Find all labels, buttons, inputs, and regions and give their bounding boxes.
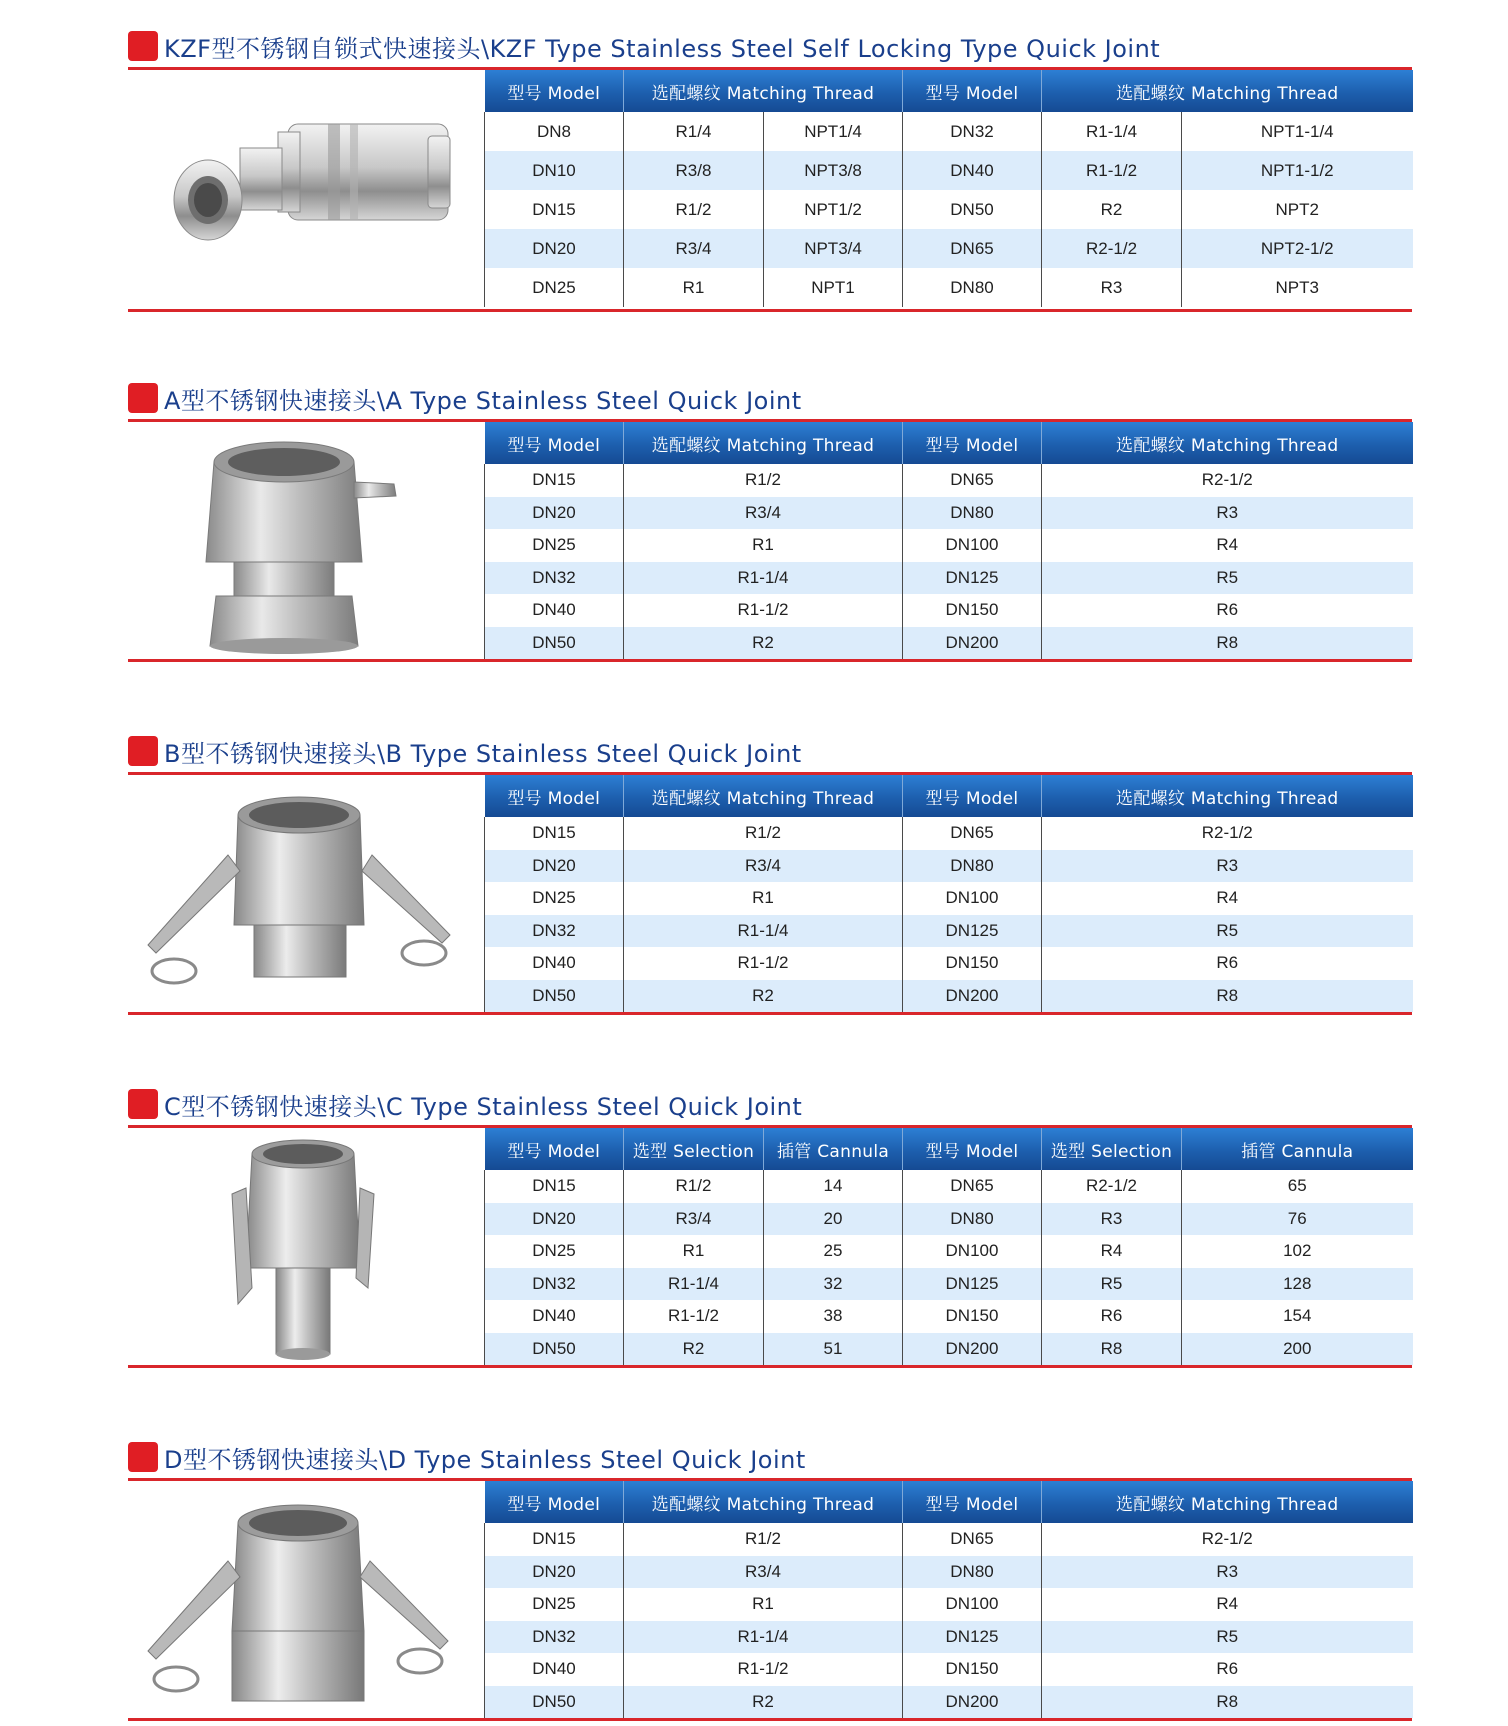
column-header: 型号 Model bbox=[485, 70, 624, 112]
table-cell: DN150 bbox=[903, 947, 1042, 980]
spec-table-d-type bbox=[484, 1481, 1413, 1718]
section-marker-icon bbox=[128, 31, 158, 61]
table-cell: DN15 bbox=[485, 1170, 624, 1203]
column-header: 型号 Model bbox=[903, 775, 1042, 817]
table-cell: DN100 bbox=[903, 882, 1042, 915]
section-title: KZF型不锈钢自锁式快速接头\KZF Type Stainless Steel Self Locking Type Quick Joint bbox=[164, 34, 1161, 63]
table-cell: DN32 bbox=[485, 915, 624, 948]
table-cell: R1-1/4 bbox=[624, 1268, 764, 1301]
table-cell: R1 bbox=[624, 882, 903, 915]
table-cell: R3/4 bbox=[624, 229, 764, 268]
table-row bbox=[485, 627, 1413, 660]
table-cell: R5 bbox=[1042, 1268, 1182, 1301]
table-row bbox=[485, 268, 1413, 307]
table-cell: R1/2 bbox=[624, 190, 764, 229]
table-cell: 128 bbox=[1182, 1268, 1413, 1301]
table-cell: DN32 bbox=[485, 1621, 624, 1654]
table-cell: R2-1/2 bbox=[1042, 1523, 1413, 1556]
table-cell: R1-1/2 bbox=[624, 947, 903, 980]
table-cell: 76 bbox=[1182, 1203, 1413, 1236]
section-title: A型不锈钢快速接头\A Type Stainless Steel Quick Joint bbox=[164, 386, 802, 415]
table-cell: R8 bbox=[1042, 980, 1413, 1013]
table-cell: R2-1/2 bbox=[1042, 229, 1182, 268]
table-cell: R2-1/2 bbox=[1042, 464, 1413, 497]
table-cell: DN50 bbox=[485, 627, 624, 660]
table-cell: R2 bbox=[1042, 190, 1182, 229]
table-cell: 32 bbox=[764, 1268, 903, 1301]
table-cell: R1-1/4 bbox=[624, 562, 903, 595]
table-cell: R6 bbox=[1042, 594, 1413, 627]
table-cell: 154 bbox=[1182, 1300, 1413, 1333]
table-cell: R3/4 bbox=[624, 1556, 903, 1589]
table-cell: DN25 bbox=[485, 1235, 624, 1268]
table-cell: R6 bbox=[1042, 1300, 1182, 1333]
column-header: 选配螺纹 Matching Thread bbox=[1042, 70, 1413, 112]
table-cell: R8 bbox=[1042, 627, 1413, 660]
table-cell: R6 bbox=[1042, 1653, 1413, 1686]
column-header: 型号 Model bbox=[903, 1128, 1042, 1170]
product-photo-a-type bbox=[128, 422, 484, 658]
table-cell: DN125 bbox=[903, 562, 1042, 595]
column-header: 型号 Model bbox=[903, 422, 1042, 464]
table-cell: R5 bbox=[1042, 562, 1413, 595]
section-title: C型不锈钢快速接头\C Type Stainless Steel Quick Joint bbox=[164, 1092, 803, 1121]
table-cell: DN40 bbox=[903, 151, 1042, 190]
table-row bbox=[485, 529, 1413, 562]
spec-table-a-type bbox=[484, 422, 1413, 659]
c-type-coupler-icon bbox=[128, 1128, 484, 1364]
section-title-row bbox=[128, 1082, 1412, 1126]
product-photo-c-type bbox=[128, 1128, 484, 1364]
table-cell: DN80 bbox=[903, 850, 1042, 883]
column-header: 型号 Model bbox=[903, 70, 1042, 112]
table-cell: DN80 bbox=[903, 268, 1042, 307]
table-header-row bbox=[485, 1128, 1413, 1170]
table-cell: NPT1-1/2 bbox=[1182, 151, 1413, 190]
table-cell: R6 bbox=[1042, 947, 1413, 980]
table-cell: DN65 bbox=[903, 464, 1042, 497]
table-cell: R1 bbox=[624, 1588, 903, 1621]
table-cell: DN15 bbox=[485, 1523, 624, 1556]
table-cell: R2-1/2 bbox=[1042, 817, 1413, 850]
column-header: 选型 Selection bbox=[1042, 1128, 1182, 1170]
table-row bbox=[485, 1523, 1413, 1556]
table-cell: DN25 bbox=[485, 1588, 624, 1621]
table-cell: DN65 bbox=[903, 229, 1042, 268]
column-header: 型号 Model bbox=[485, 1481, 624, 1523]
table-cell: DN50 bbox=[903, 190, 1042, 229]
bottom-divider bbox=[128, 659, 1412, 662]
table-cell: DN65 bbox=[903, 1170, 1042, 1203]
table-cell: R2-1/2 bbox=[1042, 1170, 1182, 1203]
table-cell: 14 bbox=[764, 1170, 903, 1203]
table-cell: R1 bbox=[624, 529, 903, 562]
table-cell: NPT1-1/4 bbox=[1182, 112, 1413, 151]
column-header: 选配螺纹 Matching Thread bbox=[1042, 422, 1413, 464]
table-cell: DN100 bbox=[903, 1235, 1042, 1268]
section-title-row bbox=[128, 376, 1412, 420]
table-cell: DN80 bbox=[903, 497, 1042, 530]
table-row bbox=[485, 1333, 1413, 1366]
table-cell: DN50 bbox=[485, 1333, 624, 1366]
table-cell: DN40 bbox=[485, 594, 624, 627]
table-cell: DN15 bbox=[485, 817, 624, 850]
table-cell: NPT3/8 bbox=[764, 151, 903, 190]
table-cell: DN150 bbox=[903, 1300, 1042, 1333]
table-cell: DN40 bbox=[485, 947, 624, 980]
table-cell: 102 bbox=[1182, 1235, 1413, 1268]
table-cell: DN8 bbox=[485, 112, 624, 151]
section-title-row bbox=[128, 729, 1412, 773]
table-row bbox=[485, 464, 1413, 497]
table-cell: DN200 bbox=[903, 627, 1042, 660]
table-cell: 65 bbox=[1182, 1170, 1413, 1203]
table-cell: DN25 bbox=[485, 529, 624, 562]
kzf-joint-icon bbox=[128, 70, 484, 304]
table-cell: R8 bbox=[1042, 1686, 1413, 1719]
table-cell: DN150 bbox=[903, 1653, 1042, 1686]
table-cell: R4 bbox=[1042, 882, 1413, 915]
table-cell: DN65 bbox=[903, 1523, 1042, 1556]
product-photo-b-type bbox=[128, 775, 484, 1011]
table-cell: R3 bbox=[1042, 268, 1182, 307]
table-row bbox=[485, 1235, 1413, 1268]
table-cell: NPT2 bbox=[1182, 190, 1413, 229]
table-row bbox=[485, 1686, 1413, 1719]
spec-table-b-type bbox=[484, 775, 1413, 1012]
table-cell: DN40 bbox=[485, 1300, 624, 1333]
bottom-divider bbox=[128, 1365, 1412, 1368]
table-cell: R1-1/2 bbox=[1042, 151, 1182, 190]
column-header: 选配螺纹 Matching Thread bbox=[624, 775, 903, 817]
section-title: D型不锈钢快速接头\D Type Stainless Steel Quick Joint bbox=[164, 1445, 806, 1474]
section-title: B型不锈钢快速接头\B Type Stainless Steel Quick Joint bbox=[164, 739, 802, 768]
table-cell: NPT1 bbox=[764, 268, 903, 307]
table-cell: R2 bbox=[624, 980, 903, 1013]
column-header: 选配螺纹 Matching Thread bbox=[624, 1481, 903, 1523]
b-type-coupler-icon bbox=[128, 775, 484, 1011]
table-cell: R1/2 bbox=[624, 464, 903, 497]
table-cell: R3 bbox=[1042, 497, 1413, 530]
table-cell: 25 bbox=[764, 1235, 903, 1268]
table-cell: R4 bbox=[1042, 1235, 1182, 1268]
table-cell: R1/2 bbox=[624, 817, 903, 850]
column-header: 型号 Model bbox=[485, 422, 624, 464]
column-header: 选配螺纹 Matching Thread bbox=[1042, 1481, 1413, 1523]
table-cell: R5 bbox=[1042, 1621, 1413, 1654]
table-cell: DN40 bbox=[485, 1653, 624, 1686]
spec-table-kzf bbox=[484, 70, 1413, 307]
table-row bbox=[485, 1170, 1413, 1203]
table-cell: DN20 bbox=[485, 850, 624, 883]
d-type-coupler-icon bbox=[128, 1481, 484, 1717]
table-cell: DN80 bbox=[903, 1556, 1042, 1589]
table-cell: R3 bbox=[1042, 850, 1413, 883]
table-cell: R1 bbox=[624, 1235, 764, 1268]
table-row bbox=[485, 882, 1413, 915]
table-row bbox=[485, 915, 1413, 948]
product-photo-d-type bbox=[128, 1481, 484, 1717]
section-marker-icon bbox=[128, 736, 158, 766]
table-row bbox=[485, 1556, 1413, 1589]
product-photo-kzf bbox=[128, 70, 484, 304]
table-cell: R4 bbox=[1042, 529, 1413, 562]
section-title-row bbox=[128, 24, 1412, 68]
bottom-divider bbox=[128, 1012, 1412, 1015]
section-marker-icon bbox=[128, 1089, 158, 1119]
table-cell: DN50 bbox=[485, 980, 624, 1013]
table-row bbox=[485, 190, 1413, 229]
table-cell: R2 bbox=[624, 627, 903, 660]
spec-table-c-type bbox=[484, 1128, 1413, 1365]
table-cell: 38 bbox=[764, 1300, 903, 1333]
table-cell: DN50 bbox=[485, 1686, 624, 1719]
table-row bbox=[485, 1653, 1413, 1686]
column-header: 插管 Cannula bbox=[764, 1128, 903, 1170]
table-cell: R1/4 bbox=[624, 112, 764, 151]
table-row bbox=[485, 817, 1413, 850]
table-row bbox=[485, 1621, 1413, 1654]
table-cell: DN125 bbox=[903, 1268, 1042, 1301]
table-cell: R5 bbox=[1042, 915, 1413, 948]
table-cell: R1-1/4 bbox=[624, 1621, 903, 1654]
table-cell: DN125 bbox=[903, 915, 1042, 948]
table-row bbox=[485, 112, 1413, 151]
table-header-row bbox=[485, 422, 1413, 464]
table-cell: R2 bbox=[624, 1686, 903, 1719]
table-cell: DN200 bbox=[903, 1333, 1042, 1366]
table-cell: R1-1/2 bbox=[624, 1653, 903, 1686]
section-title-row bbox=[128, 1435, 1412, 1479]
table-cell: R1/2 bbox=[624, 1523, 903, 1556]
a-type-coupler-icon bbox=[128, 422, 484, 658]
table-cell: DN32 bbox=[485, 562, 624, 595]
table-cell: 200 bbox=[1182, 1333, 1413, 1366]
table-cell: R4 bbox=[1042, 1588, 1413, 1621]
table-row bbox=[485, 1268, 1413, 1301]
table-cell: DN20 bbox=[485, 1203, 624, 1236]
table-cell: DN20 bbox=[485, 497, 624, 530]
table-cell: DN25 bbox=[485, 882, 624, 915]
table-row bbox=[485, 594, 1413, 627]
table-row bbox=[485, 947, 1413, 980]
table-header-row bbox=[485, 1481, 1413, 1523]
table-cell: R1/2 bbox=[624, 1170, 764, 1203]
table-cell: DN65 bbox=[903, 817, 1042, 850]
section-marker-icon bbox=[128, 1442, 158, 1472]
table-cell: NPT1/4 bbox=[764, 112, 903, 151]
bottom-divider bbox=[128, 1718, 1412, 1721]
table-cell: R1 bbox=[624, 268, 764, 307]
section-marker-icon bbox=[128, 383, 158, 413]
table-cell: DN100 bbox=[903, 1588, 1042, 1621]
table-cell: DN200 bbox=[903, 980, 1042, 1013]
column-header: 选型 Selection bbox=[624, 1128, 764, 1170]
table-cell: DN20 bbox=[485, 1556, 624, 1589]
table-row bbox=[485, 1203, 1413, 1236]
table-cell: R8 bbox=[1042, 1333, 1182, 1366]
table-cell: NPT2-1/2 bbox=[1182, 229, 1413, 268]
table-row bbox=[485, 850, 1413, 883]
column-header: 插管 Cannula bbox=[1182, 1128, 1413, 1170]
table-cell: DN150 bbox=[903, 594, 1042, 627]
table-cell: R2 bbox=[624, 1333, 764, 1366]
table-row bbox=[485, 562, 1413, 595]
table-cell: NPT3 bbox=[1182, 268, 1413, 307]
bottom-divider bbox=[128, 309, 1412, 312]
table-cell: R1-1/2 bbox=[624, 1300, 764, 1333]
column-header: 型号 Model bbox=[485, 1128, 624, 1170]
column-header: 型号 Model bbox=[485, 775, 624, 817]
table-row bbox=[485, 229, 1413, 268]
table-cell: NPT3/4 bbox=[764, 229, 903, 268]
table-cell: R1-1/4 bbox=[624, 915, 903, 948]
table-cell: 20 bbox=[764, 1203, 903, 1236]
table-cell: R3/4 bbox=[624, 497, 903, 530]
table-cell: 51 bbox=[764, 1333, 903, 1366]
column-header: 选配螺纹 Matching Thread bbox=[624, 422, 903, 464]
table-cell: DN200 bbox=[903, 1686, 1042, 1719]
table-cell: DN25 bbox=[485, 268, 624, 307]
table-row bbox=[485, 151, 1413, 190]
table-row bbox=[485, 1588, 1413, 1621]
table-row bbox=[485, 980, 1413, 1013]
table-cell: NPT1/2 bbox=[764, 190, 903, 229]
column-header: 型号 Model bbox=[903, 1481, 1042, 1523]
table-cell: R3/4 bbox=[624, 850, 903, 883]
table-cell: DN100 bbox=[903, 529, 1042, 562]
column-header: 选配螺纹 Matching Thread bbox=[1042, 775, 1413, 817]
table-row bbox=[485, 497, 1413, 530]
table-cell: R1-1/4 bbox=[1042, 112, 1182, 151]
table-cell: DN15 bbox=[485, 464, 624, 497]
table-cell: DN20 bbox=[485, 229, 624, 268]
table-cell: DN80 bbox=[903, 1203, 1042, 1236]
table-cell: R3 bbox=[1042, 1203, 1182, 1236]
column-header: 选配螺纹 Matching Thread bbox=[624, 70, 903, 112]
table-cell: R3/4 bbox=[624, 1203, 764, 1236]
table-cell: R1-1/2 bbox=[624, 594, 903, 627]
table-cell: DN32 bbox=[485, 1268, 624, 1301]
table-cell: R3/8 bbox=[624, 151, 764, 190]
table-cell: R3 bbox=[1042, 1556, 1413, 1589]
table-cell: DN125 bbox=[903, 1621, 1042, 1654]
table-row bbox=[485, 1300, 1413, 1333]
table-cell: DN10 bbox=[485, 151, 624, 190]
table-header-row bbox=[485, 70, 1413, 112]
table-cell: DN15 bbox=[485, 190, 624, 229]
table-header-row bbox=[485, 775, 1413, 817]
table-cell: DN32 bbox=[903, 112, 1042, 151]
